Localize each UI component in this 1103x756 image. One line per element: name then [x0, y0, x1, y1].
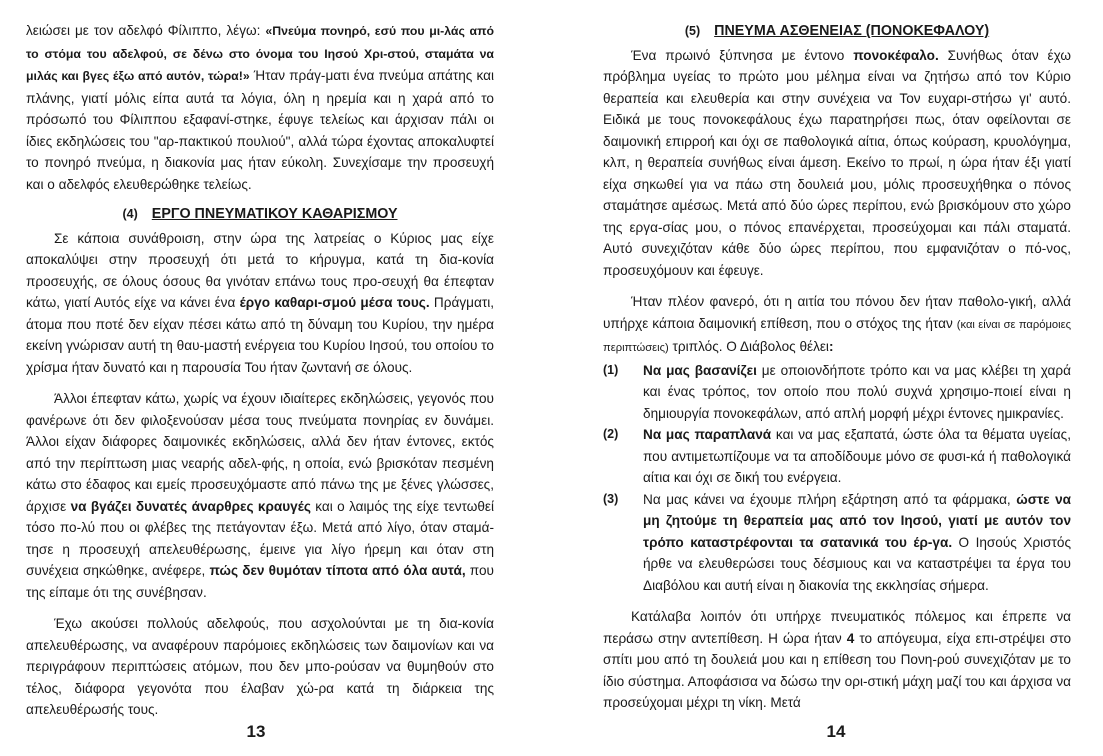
- text: Πράγματι, άτομα που ποτέ δεν είχαν πέσει κάτω από τη δύναμη του Κυρίου, την ημέρα εκείνη γνώρισαν αυτή τη θαυ-μαστή ενέργεια του Κυρίου Ιησού, του οποίου το χρίσμα ήταν δυνατό και η παρουσία Του ήταν ζωντανή σε όλους.: [26, 295, 494, 375]
- section-title: ΠΝΕΥΜΑ ΑΣΘΕΝΕΙΑΣ (ΠΟΝΟΚΕΦΑΛΟΥ): [714, 23, 990, 39]
- section-number: (5): [684, 24, 701, 38]
- emphasis: πονοκέφαλο.: [853, 47, 939, 63]
- text: Άλλοι έπεφταν κάτω, χωρίς να έχουν ιδιαίτερες εκδηλώσεις, γεγονός που φανέρωνε ότι δεν φιλοξενούσαν μέσα τους πνεύματα πονηρίας εν δυνάμει. Άλλοι είχαν διάφορες δαιμονικές εκδηλώσεις, αλλά δεν ήταν έντονες, εκτός από την περίπτωση μιας νεαρής αδελ-φής, η οποία, ενώ βρισκόταν πεσμένη κάτω στο έδαφος και εμείς προσευχόμαστε από πάνω της με ξένες γλώσσες, άρχισε: [26, 391, 494, 514]
- list-label: (1): [603, 362, 619, 377]
- text: τριπλός. Ο Διάβολος θέλει: [668, 339, 829, 354]
- list-label: (2): [603, 427, 619, 441]
- emphasis: ώστε να μη ζητούμε τη θεραπεία μας από τον Ιησού, γιατί με αυτόν τον τρόπο καταστρέφονται τα σατανικά του έρ-γα.: [643, 491, 1071, 550]
- text: με οποιονδήποτε τρόπο και να μας κλέβει τη χαρά και ένας τρόπος, τον οποίο που πολύ συχνά χρησιμο-ποιεί είναι η δημιουργία πονοκεφάλων, από απλή μορφή μέχρι έντονες ημικρανίες.: [643, 362, 1071, 421]
- section-number: (4): [122, 207, 138, 221]
- text: λειώσει με τον αδελφό Φίλιππο, λέγω:: [26, 23, 266, 38]
- text: που της είπαμε ότι της συνέβησαν.: [26, 563, 494, 600]
- text: Συνήθως όταν έχω πρόβλημα υγείας το πρώτο μου μέλημα είναι να ζητήσω από τον Κύριο θεραπεία και ελευθερία και στην συνέχεια να Τον ευχαρι-στήσω γι' αυτό. Ειδικά με τους πονοκεφάλους έχω παρατηρήσει πως, όταν οφείλονται σε δαιμονική επιρροή και όχι σε παθολογικά αίτια, όπως κούραση, κρυολόγημα, κλπ, η θεραπεία συνήθως είναι άμεση. Εκείνο το πρωί, η ώρα ήταν έξι γιατί είχα σηκωθεί για να πάω στη δουλειά μου, μόλις προσευχήθηκα ο πόνος σταμάτησε αμέσως. Μετά από δύο ώρες περίπου, ενώ βρισκόμουν στο χώρο της εργα-σίας μου, ο πόνος επανέρχεται, προσεύχομαι και πάλι σταματά. Αυτό συνεχιζόταν κάθε δύο ώρες περίπου, που εμφανιζόταν ο πό-νος, προσευχόμουν και έφευγε.: [603, 47, 1071, 278]
- paragraph: [603, 45, 1071, 282]
- section-5-heading: [603, 20, 1071, 43]
- text: Σε κάποια συνάθροιση, στην ώρα της λατρείας ο Κύριος μας είχε αποκαλύψει στην προσευχή ότι μετά το κήρυγμα, κατά τη δια-κονία προσευχής, σε όλους όσους θα γινόταν επάνω τους προ-σευχή θα έπεφταν κάτω, γιατί Αυτός είχε να κάνει ένα: [26, 230, 494, 310]
- emphasis: 4: [846, 630, 855, 646]
- text: και να μας εξαπατά, ώστε όλα τα θέματα υγείας, που αντιμετωπίζουμε να τα αποδίδουμε μόνο σε φυσι-κά ή παθολογικά αίτια και όχι σε δική του ενέργεια.: [643, 427, 1071, 485]
- paragraph: Έχω ακούσει πολλούς αδελφούς, που ασχολούνται με τη δια-κονία απελευθέρωσης, να αναφέρουν παρόμοιες εκδηλώσεις των δαιμονίων και να περιγράφουν περιπτώσεις ατόμων, που δεν μπο-ρούσαν να θυμηθούν στο τέλος, διάφορα γεγονότα που έλαβαν χώ-ρα κατά τη διάρκεια της απελευθέρωσής τους.: [26, 616, 494, 717]
- paragraph: [603, 291, 1071, 360]
- text: Ο Ιησούς Χριστός ήρθε να ελευθερώσει τους δέσμιους και να καταστρέψει τα έργα του Διαβόλου και αυτή είναι η διακονία της εκκλησίας σήμερα.: [643, 534, 1071, 593]
- emphasis: πώς δεν θυμόταν τίποτα από όλα αυτά,: [209, 563, 466, 578]
- text: Κατάλαβα λοιπόν ότι υπήρχε πνευματικός πόλεμος και έπρεπε να περάσω στην αντεπίθεση. Η ώρα ήταν: [603, 609, 1071, 646]
- list-item: [603, 360, 1071, 425]
- quote-bold: «Πνεύμα πονηρό, εσύ που μι-λάς από το στόμα του αδελφού, σε δένω στο όνομα του Ιησού Χρι-στού, σταμάτα να μιλάς και βγες έξω από αυτόν, τώρα!»: [26, 24, 494, 83]
- text: :: [828, 339, 834, 354]
- text: Ένα πρωινό ξύπνησα με έντονο: [631, 47, 854, 63]
- text: και ο λαιμός της είχε τεντωθεί τόσο πο-λύ που οι φλέβες της πετάγονταν έξω. Μετά από λίγο, όταν σταμά-τησε η προσευχή απελευθέρωσης, έμεινε για λίγο ήρεμη και όταν στη συνέχεια σηκώθηκε, ανέφερε,: [26, 498, 494, 578]
- paragraph: [26, 388, 494, 603]
- section-title: ΕΡΓΟ ΠΝΕΥΜΑΤΙΚΟΥ ΚΑΘΑΡΙΣΜΟΥ: [151, 206, 398, 222]
- text: Να μας κάνει να έχουμε πλήρη εξάρτηση από τα φάρμακα,: [643, 491, 1017, 507]
- paragraph: [26, 228, 494, 379]
- paragraph: [603, 606, 1071, 714]
- small-note: (και είναι σε παρόμοιες περιπτώσεις): [603, 318, 1071, 354]
- list-item: [603, 489, 1071, 597]
- paragraph-intro: [26, 20, 494, 195]
- emphasis: έργο καθαρι-σμού μέσα τους.: [239, 295, 430, 310]
- left-page: [26, 20, 494, 721]
- page-number-left: 13: [246, 722, 266, 741]
- list-item: [603, 424, 1071, 489]
- text: Ήταν πλέον φανερό, ότι η αιτία του πόνου δεν ήταν παθολο-γική, αλλά υπήρχε κάποια δαιμονική επίθεση, που ο στόχος της ήταν: [603, 294, 1071, 331]
- page-number-right: 14: [826, 722, 846, 741]
- text: το απόγευμα, είχα επι-στρέψει στο σπίτι μου από τη δουλειά μου και η επίθεση του Πονη-ρού συνεχιζόταν με το ίδιο σύστημα. Αποφάσισα να δώσω την ορι-στική μάχη μαζί του και άρχισα να προσεύχομαι μέχρι τη νίκη. Μετά: [603, 630, 1072, 710]
- right-page: [603, 20, 1071, 714]
- list-label: (3): [603, 491, 619, 506]
- emphasis: να βγάζει δυνατές άναρθρες κραυγές: [70, 498, 311, 514]
- emphasis: Να μας βασανίζει: [643, 362, 757, 378]
- section-4-heading: [26, 203, 494, 226]
- emphasis: Να μας παραπλανά: [643, 427, 772, 442]
- text: Ήταν πράγ-ματι ένα πνεύμα απάτης και πλάνης, γιατί μόλις είπα αυτά τα λόγια, όλη η ηρεμία και η χαρά από το πρόσωπό του Φίλιππου εξαφανί-στηκε, έφυγε τελείως και άρχισαν πάλι οι ίδιες εκδηλώσεις του "αρ-πακτικού πουλιού", αλλά τώρα έχοντας αποκαλυφτεί το πονηρό πνεύμα, η διακονία μας ήταν εύκολη. Συνεχίσαμε την προσευχή και ο αδελφός ελευθερώθηκε τελείως.: [26, 68, 494, 192]
